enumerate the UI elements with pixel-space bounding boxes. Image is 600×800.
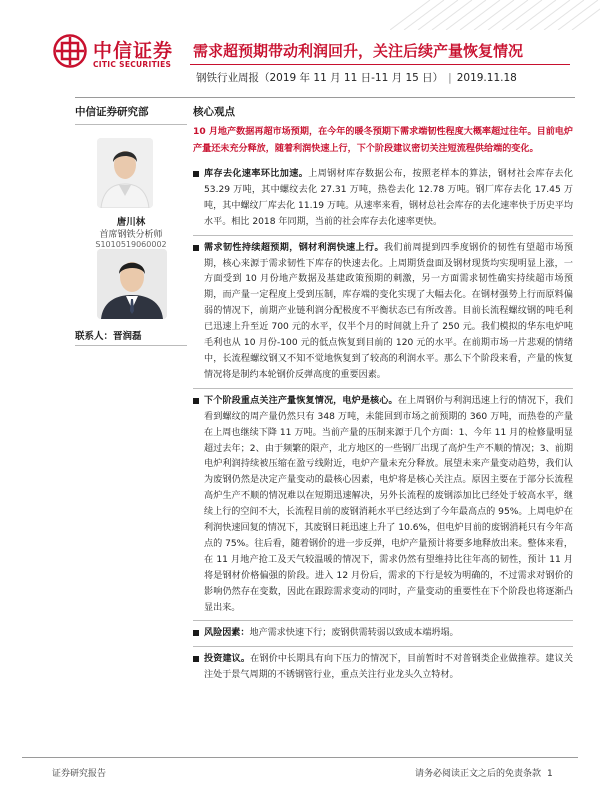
contact-photo [97,249,167,319]
bullet-text: 地产需求快速下行；废钢供需转弱以致成本端坍塌。 [249,628,459,639]
contact-name: 晋润磊 [113,331,142,342]
report-title: 需求超预期带动利润回升，关注后续产量恢复情况 [193,42,524,60]
citic-logo-icon [53,34,87,68]
contact-label: 联系人： [75,331,114,342]
bullet-risk-factors [193,626,573,647]
main-content [193,104,573,691]
bullet-lead: 风险因素： [204,628,250,639]
sidebar-bottom-rule [75,345,187,346]
footer-report-type: 证券研究报告 [52,769,107,779]
page-number: 1 [547,769,553,779]
sidebar-rule [75,124,187,125]
bullet-investment-advice [193,652,573,684]
bullet-text: 我们前周提到四季度钢价的韧性有望超市场预期，核心来源于需求韧性下库存的快速去化。上周期货盘面及钢材现货均实现明显上涨，一方面受到 10 月份地产数据及基建政策预期的刺激，另一方面需求韧性确实持续超市场预期，而产量一定程度上受到压制，库存端的变化实现了大幅去化。在钢材强势上行而原料偏弱的情况下，前期产业链利润分配极度不平衡状态已有所改善。目前长流程螺纹钢的吨毛利已迅速上升至近 700 元的水平，仅半个月的时间就上升了 250 元。我们模拟的华东电炉吨毛利也从 10 月份-100 元的低点恢复到目前的 120 元的水平。在前期市场一片悲观的情绪中，长流程螺纹钢又不知不觉地恢复到了较高的利润水平。那么下个阶段来看，产量的恢复情况将是制约本轮钢价反弹高度的重要因素。 [204,242,573,380]
bullet-demand-profit [193,241,573,389]
bullet-output-recovery [193,394,573,622]
brand-name-cn: 中信证券 [93,40,174,62]
analyst-name: 唐川林 [116,217,146,228]
bullet-square-icon [193,245,199,251]
citic-logo [53,34,188,80]
sidebar [75,104,187,342]
bullet-text: 上周钢材库存数据公布，按照老样本的算法，钢材社会库存去化 53.29 万吨，其中螺纹去化 27.31 万吨，热卷去化 12.78 万吨。钢厂库存去化 17.45 万吨，其中螺纹厂库去化 11.19 万吨。从速率来看，钢材总社会库存的去化速率快于历史平均水平。相比 2018 年同期，当前的社会库存去化速率更快。 [204,169,573,227]
footer-disclaimer-text: 请务必阅读正文之后的免责条款 [415,769,542,779]
bullet-lead: 投资建议。 [204,654,251,665]
report-subtitle [196,70,517,85]
core-view-summary: 10 月地产数据再超市场预期，在今年的暖冬预期下需求端韧性程度大概率超过往年。目前电炉产量还未充分释放，随着利润快速上行，下个阶段建议密切关注短流程供给端的变化。 [193,127,573,154]
bullet-square-icon [193,656,199,662]
analyst-license-code: S1010519060002 [95,240,167,249]
title-underline [190,64,570,65]
analyst-photo [97,138,153,208]
subtitle-separator: | [448,72,452,84]
report-header [0,0,600,100]
bullet-lead: 需求韧性持续超预期，钢材利润快速上行。 [204,242,384,253]
contact-portrait-icon [97,249,167,319]
bullet-square-icon [193,630,199,636]
header-divider [75,97,575,98]
bullet-lead: 下个阶段重点关注产量恢复情况，电炉是核心。 [204,395,398,406]
bullet-text: 在上周钢价与利润迅速上行的情况下，我们看到螺纹的周产量仍然只有 348 万吨，未能回到市场之前预期的 360 万吨，而热卷的产量在上周也继续下降 11 万吨。当前产量的压制来源于几个方面：1、今年 11 月的检修量明显超过去年；2、由于频繁的限产，北方地区的一些钢厂出现了高炉生产不顺的情况；3、前期电炉利润持续被压缩在盈亏线附近，电炉产量未充分释放。展望未来产量变动趋势，我们认为废钢仍然是决定产量变动的最核心因素，电炉将是核心关注点。原因主要在于部分长流程高炉生产不顺的情况难以在短期迅速解决，另外长流程的废钢添加比已经处于较高水平，继续上行的空间不大，长流程目前的废钢消耗水平已经达到了今年最高点的 95%。上周电炉在利润快速回复的情况下，其废钢日耗迅速上升了 10.6%，但电炉目前的废钢消耗只有今年高点的 75%。往后看，随着钢价的进一步反弹，电炉产量预计将要多地释放出来。整体来看，在 11 月地产抢工及天气较温暖的情况下，需求仍然有望维持比往年高的韧性，预计 11 月将是钢材价格偏强的阶段。进入 12 月份后，需求的下行是较为明确的，不过需求对钢价的影响仍然存在变数，因此在跟踪需求变动的同时，产量变动的重要性在下个阶段也将逐渐凸显出来。 [204,395,573,613]
report-date: 2019.11.18 [456,72,517,84]
contact-person [75,328,142,342]
header-decoration [390,0,600,30]
brand-name-en: CITIC SECURITIES [93,60,172,69]
core-view-heading: 核心观点 [193,106,235,118]
bullet-text: 在钢价中长期具有向下压力的情况下，目前暂时不对普钢类企业做推荐。建议关注处于景气周期的不锈钢管行业，重点关注行业龙头久立特材。 [204,654,573,681]
analyst-portrait-icon [97,138,153,208]
bullet-square-icon [193,398,199,404]
bullet-inventory [193,167,573,236]
bullet-lead: 库存去化速率环比加速。 [204,169,309,179]
footer-rule [22,757,578,758]
footer-disclaimer [415,766,553,779]
analyst-title: 首席钢铁分析师 [99,230,163,240]
report-series-period: 钢铁行业周报（2019 年 11 月 11 日-11 月 15 日） [196,72,444,84]
bullet-square-icon [193,171,199,177]
research-dept-heading: 中信证券研究部 [75,106,149,118]
